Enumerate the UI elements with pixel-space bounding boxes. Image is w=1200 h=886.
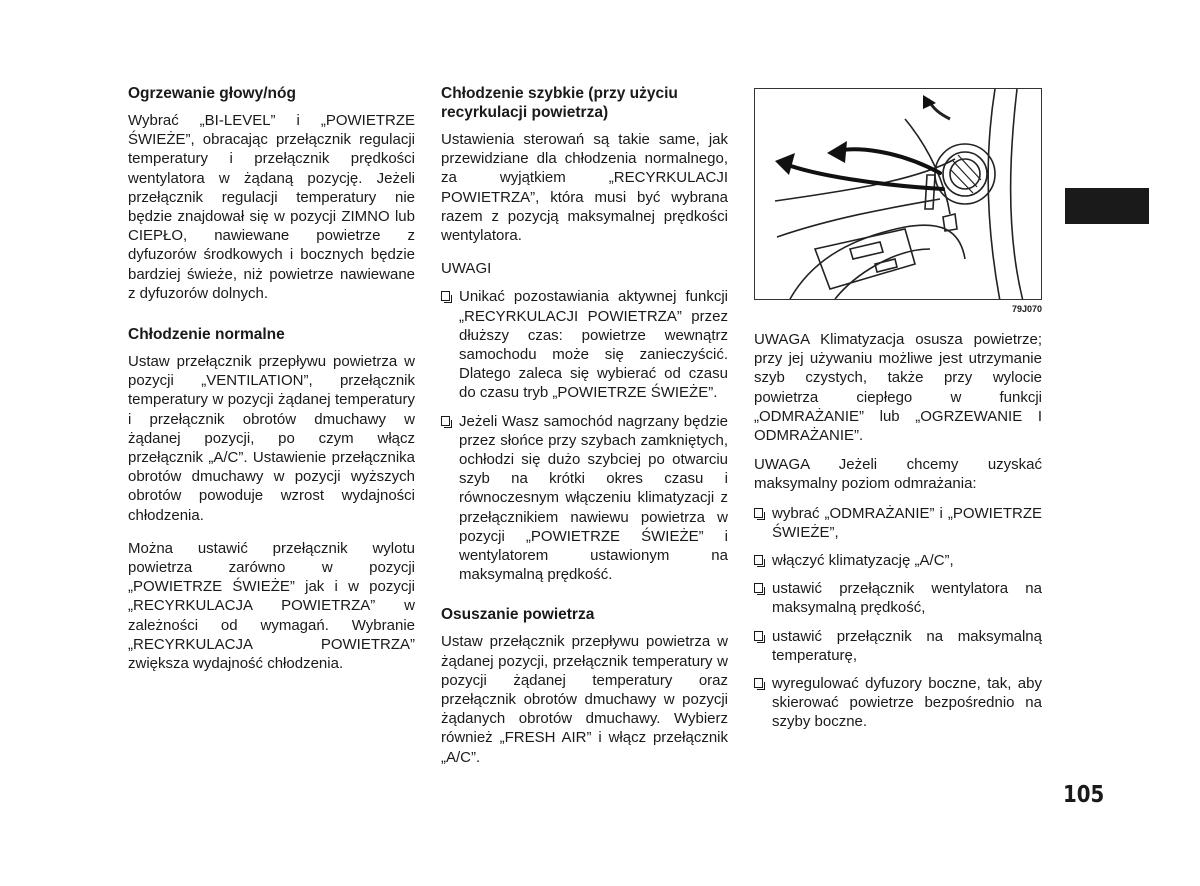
checkbox-icon	[754, 678, 763, 688]
checkbox-icon	[754, 508, 763, 518]
air-vent-illustration	[754, 88, 1042, 300]
chapter-tab-marker	[1065, 188, 1149, 224]
page-number: 105	[1063, 782, 1105, 808]
side-vent-drawing	[755, 89, 1042, 300]
list-item: Jeżeli Wasz samochód nagrzany będzie przez słońce przy szybach zamkniętych, ochłodzi się dużo szybciej po otwarciu szyb na krótki okres czasu i równoczesnym włączeniu klimatyzacji z przełącznikiem nawiewu powietrza w pozycji „POWIETRZE ŚWIEŻE” i wentylatorem ustawionym na maksymalną prędkość.	[441, 412, 728, 585]
column-middle	[441, 84, 728, 781]
defrost-steps-list	[754, 504, 1042, 732]
list-item: ustawić przełącznik wentylatora na maksymalną prędkość,	[754, 579, 1042, 617]
paragraph-dehumidifying: Ustaw przełącznik przepływu powietrza w żądanej pozycji, przełącznik temperatury w pozycji żądanej temperatury oraz przełącznik obrotów dmuchawy w pozycji żądanych obrotów dmuchawy. Wybierz również „FRESH AIR” i włącz przełącznik „A/C”.	[441, 633, 728, 766]
heading-fast-cooling: Chłodzenie szybkie (przy użyciu recyrkulacji powietrza)	[441, 85, 678, 121]
checkbox-icon	[754, 555, 763, 565]
heading-dehumidifying: Osuszanie powietrza	[441, 606, 595, 624]
column-left	[128, 84, 415, 687]
column-right	[754, 88, 1042, 741]
checkbox-icon	[441, 291, 450, 301]
list-item: Unikać pozostawiania aktywnej funkcji „RECYRKULACJI POWIETRZA” przez dłuższy czas: powietrze wewnątrz samochodu może się zanieczyścić. Dlatego zaleca się wybierać od czasu do czasu tryb „POWIETRZE ŚWIEŻE”.	[441, 287, 728, 402]
notes-list	[441, 287, 728, 584]
notes-label: UWAGI	[441, 260, 492, 278]
list-item: ustawić przełącznik na maksymalną temperaturę,	[754, 627, 1042, 665]
list-item: włączyć klimatyzację „A/C”,	[754, 551, 1042, 570]
paragraph-air-outlet: Można ustawić przełącznik wylotu powietrza zarówno w pozycji „POWIETRZE ŚWIEŻE” jak i w pozycji „RECYRKULACJA POWIETRZA” w zależności od wymagań. Wybranie „RECYRKULACJA POWIETRZA” zwiększa wydajność chłodzenia.	[128, 539, 415, 673]
paragraph-normal-cooling: Ustaw przełącznik przepływu powietrza w pozycji „VENTILATION”, przełącznik temperatury w pozycji żądanej temperatury i przełącznik obrotów dmuchawy w żądanej pozycji, po czym włącz przełącznik „A/C”. Ustawienie przełącznika obrotów dmuchawy w pozycji wyższych obrotów powoduje wzrost wydajności chłodzenia.	[128, 353, 415, 524]
paragraph-note-ac: UWAGA Klimatyzacja osusza powietrze; przy jej używaniu możliwe jest utrzymanie szyb czystych, także przy wylocie powietrza ciepłego w funkcji „ODMRAŻANIE” lub „OGRZEWANIE I ODMRAŻANIE”.	[754, 331, 1042, 445]
checkbox-icon	[441, 416, 450, 426]
heading-normal-cooling: Chłodzenie normalne	[128, 326, 285, 344]
paragraph-fast-cooling: Ustawienia sterowań są takie same, jak przewidziane dla chłodzenia normalnego, za wyjątkiem „RECYRKULACJI POWIETRZA”, która musi być wybrana razem z pozycją maksymalnej prędkości wentylatora.	[441, 131, 728, 245]
figure-code: 79J070	[1011, 304, 1042, 314]
paragraph-bi-level: Wybrać „BI-LEVEL” i „POWIETRZE ŚWIEŻE”, obracając przełącznik regulacji temperatury i przełącznik prędkości wentylatora w żądaną pozycję. Jeżeli przełącznik regulacji temperatury nie będzie znajdował się w pozycji ZIMNO lub CIEPŁO, nawiewane powietrze z dyfuzorów środkowych i bocznych będzie bardziej świeże, niż powietrze nawiewane z dyfuzorów dolnych.	[128, 112, 415, 302]
checkbox-icon	[754, 631, 763, 641]
list-item: wybrać „ODMRAŻANIE” i „POWIETRZE ŚWIEŻE”,	[754, 504, 1042, 542]
paragraph-note-defrost: UWAGA Jeżeli chcemy uzyskać maksymalny poziom odmrażania:	[754, 456, 1042, 493]
heading-head-feet-heating: Ogrzewanie głowy/nóg	[128, 85, 296, 102]
checkbox-icon	[754, 583, 763, 593]
list-item: wyregulować dyfuzory boczne, tak, aby skierować powietrze bezpośrednio na szyby boczne.	[754, 674, 1042, 732]
